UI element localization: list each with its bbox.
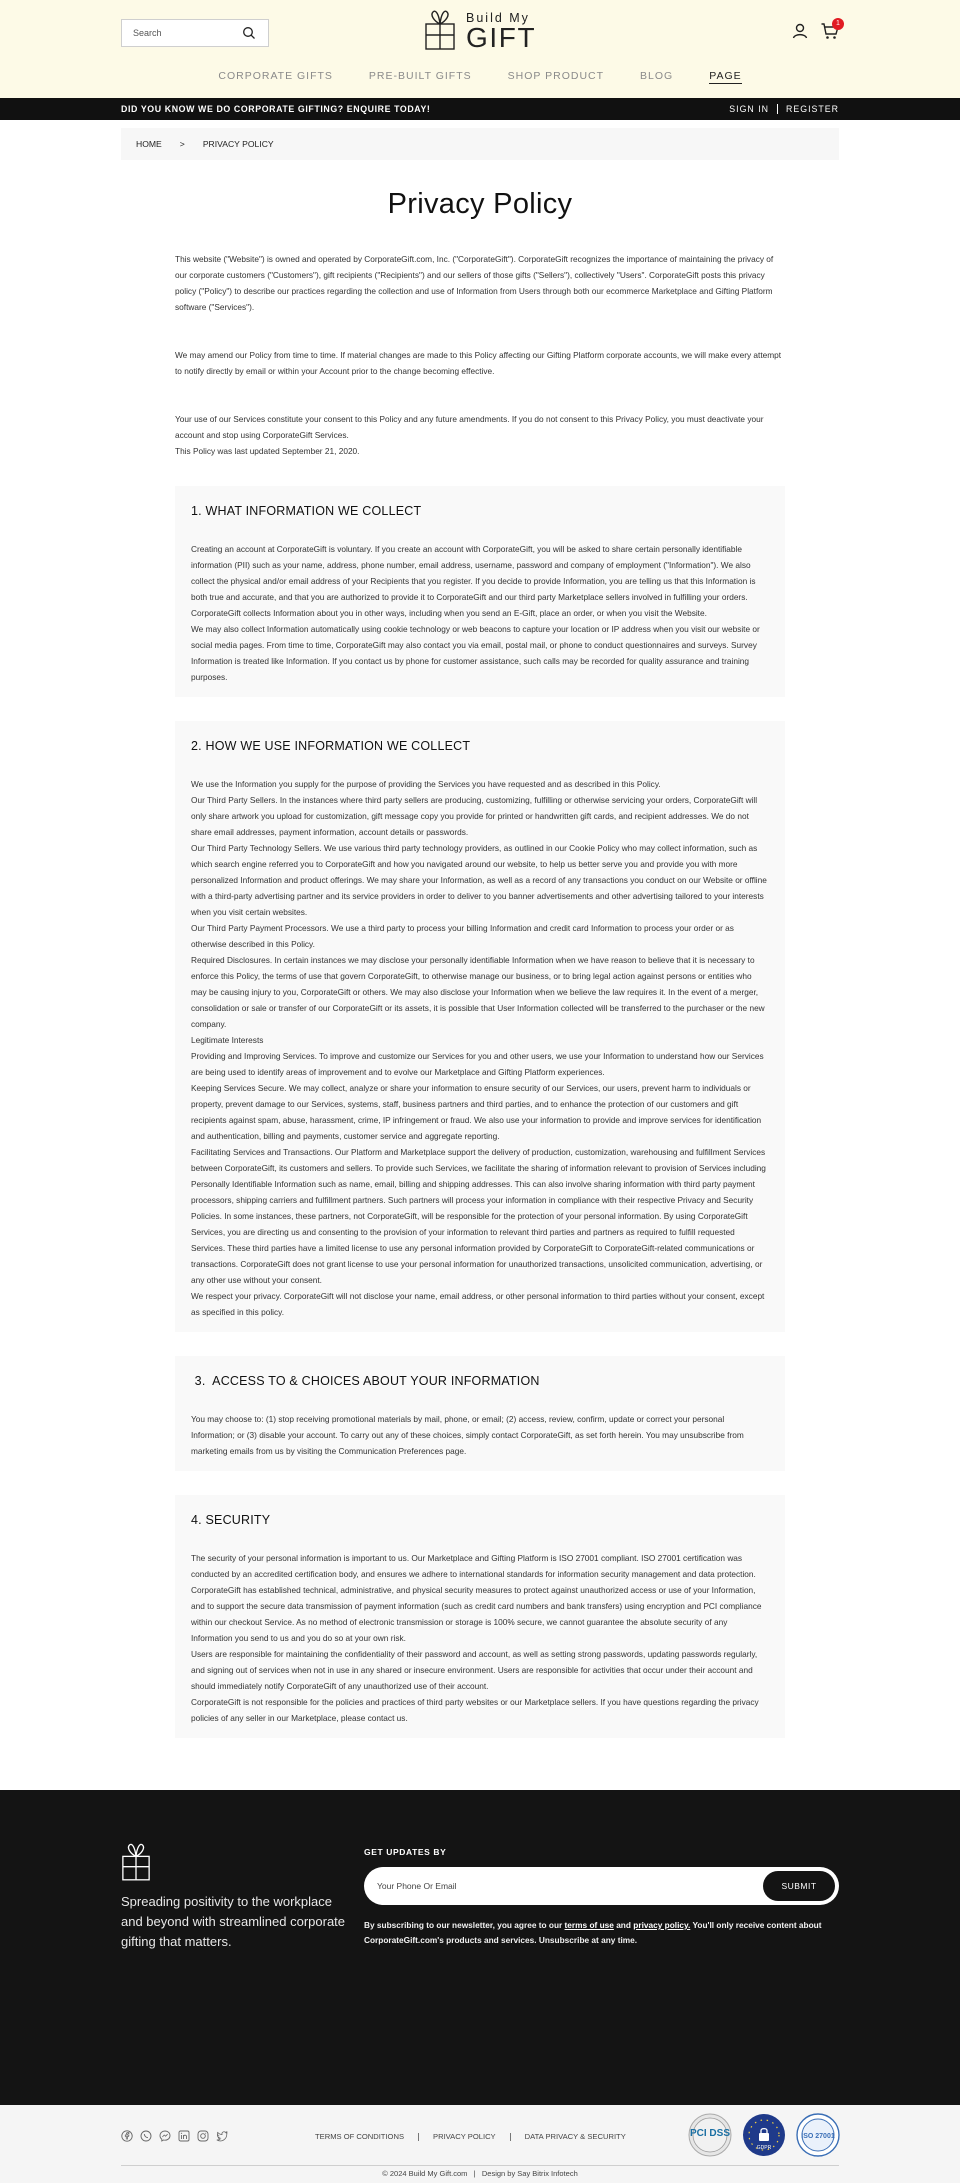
- terms-of-conditions-link[interactable]: TERMS OF CONDITIONS: [315, 2132, 405, 2141]
- search-box: [121, 19, 269, 47]
- site-header: [0, 0, 960, 98]
- breadcrumb-home[interactable]: HOME: [136, 139, 162, 149]
- sign-in-link[interactable]: SIGN IN: [729, 104, 770, 114]
- intro-paragraph: [175, 347, 785, 379]
- linkedin-icon[interactable]: [178, 2130, 190, 2142]
- cart-count-badge: 1: [832, 18, 844, 30]
- search-icon[interactable]: [242, 26, 256, 40]
- section-paragraph: Our Third Party Technology Sellers. We use various third party technology providers, as outlined in our Cookie Policy who may collect information, such as which search engine referred you to CorporateGift and how you navigated around our website, to help us better serve you and provide you with more personalized Information and product offerings. We may share your Information, as well as a record of any transactions you conduct on our Website or offline with a third-party advertising partner and its service providers in order to deliver to you banner advertisements and other advertising tailored to your interests when you visit certain websites.: [191, 843, 767, 917]
- nav-corporate-gifts[interactable]: CORPORATE GIFTS: [218, 70, 333, 82]
- search-input[interactable]: [122, 20, 232, 46]
- section-paragraph: Providing and Improving Services. To improve and customize our Services for you and other users, we use your Information to understand how our Services are being used to identify areas of improvement and to evolve our Marketplace and Gifting Platform experiences.: [191, 1051, 764, 1077]
- iso-27001-badge-icon: [796, 2113, 840, 2157]
- gdpr-badge-icon: [742, 2113, 786, 2157]
- section-heading: 1. WHAT INFORMATION WE COLLECT: [191, 504, 422, 518]
- section-what-we-collect: [175, 486, 785, 697]
- section-paragraph: Our Third Party Sellers. In the instances where third party sellers are producing, customizing, fulfilling or otherwise servicing your orders, CorporateGift will only share artwork you upload for customization, gift message copy you provide for printed or handwritten gift cards, and recipient addresses. We do not share email addresses, payment information, account details or passwords.: [191, 795, 758, 837]
- subscribe-button[interactable]: SUBMIT: [763, 1871, 835, 1901]
- section-paragraph: Our Third Party Payment Processors. We use a third party to process your billing Information and credit card Information to process your order or as otherwise described in this Policy.: [191, 923, 734, 949]
- disclaimer-text: By subscribing to our newsletter, you agree to our: [364, 1920, 565, 1930]
- gdpr-badge-label: GDPR: [756, 2145, 772, 2151]
- section-security: [175, 1495, 785, 1738]
- section-paragraph: Facilitating Services and Transactions. Our Platform and Marketplace support the delivery of production, customization, warehousing and fulfillment Services between CorporateGift, its customers and sellers. To provide such Services, we facilitate the sharing of information relevant to provision of Services including Personally Identifiable Information such as name, email, billing and shipping addresses. This can also involve sharing information with third party payment processors, shipping carriers and fulfillment partners. Such partners will process your information in compliance with their respective Privacy and Security Policies. In some instances, these partners, not CorporateGift, will be responsible for the protection of your personal information. By using CorporateGift Services, you are directing us and consenting to the provision of your information to relevant third parties and partners as required to fulfill requested Services. These third parties have a limited license to use any personal information provided by CorporateGift to CorporateGift-related communications or transactions. CorporateGift does not grant license to use your personal information for unauthorized transactions, unsolicited communication, advertising, or any other use without your consent.: [191, 1147, 766, 1285]
- section-paragraph: Creating an account at CorporateGift is voluntary. If you create an account with CorporateGift, you will be asked to share certain personally identifiable information (PII) such as your name, address, phone number, email address, username, password and company of employment ("Information"). We also collect the physical and/or email address of your Recipients that you register. If you decide to provide Information, you are telling us that this Information is both true and accurate, and that you are authorized to provide it to CorporateGift and our third party Marketplace sellers involved in fulfilling your orders.: [191, 544, 756, 602]
- subscribe-input[interactable]: [364, 1867, 744, 1905]
- intro-paragraph: [175, 251, 785, 315]
- disclaimer-text: You'll only receive content about CorporateGift.com's products and services. Unsubscribe at any time.: [364, 1920, 822, 1945]
- register-link[interactable]: REGISTER: [786, 104, 839, 114]
- account-separator: [777, 104, 778, 114]
- intro-text-ownership: This website ("Website") is owned and operated by CorporateGift.com, Inc. ("CorporateGift"). CorporateGift recognizes the importance of maintaining the privacy of our corporate customers ("Customers"), gift recipients ("Recipients") and our sellers of those gifts ("Sellers"), collectively "Users". CorporateGift posts this privacy policy ("Policy") to describe our practices regarding the collection and use of Information from Users through both our ecommerce Marketplace and Gifting Platform software ("Services").: [175, 254, 774, 312]
- logo-text-top: Build My: [466, 11, 530, 25]
- section-paragraph: CorporateGift has established technical, administrative, and physical security measures to protect against unauthorized access or use of your Information, and to support the secure data transmission of payment information (such as credit card numbers and bank transfers) using encryption and PCI compliance within our checkout Service. As no method of electronic transmission or storage is 100% secure, we cannot guarantee the absolute security of any Information you send to us and you do so at your own risk.: [191, 1585, 762, 1643]
- breadcrumb-current: PRIVACY POLICY: [202, 139, 274, 149]
- logo-text-main: GIFT: [466, 22, 537, 53]
- updates-title: GET UPDATES BY: [364, 1847, 447, 1857]
- section-heading: 2. HOW WE USE INFORMATION WE COLLECT: [191, 739, 471, 753]
- whatsapp-icon[interactable]: [140, 2130, 152, 2142]
- account-links: [729, 104, 839, 114]
- pci-dss-badge-icon: [688, 2113, 732, 2157]
- section-paragraph: We respect your privacy. CorporateGift will not disclose your name, email address, or other personal information to third parties without your consent, except as specified in this policy.: [191, 1291, 765, 1317]
- breadcrumb: [121, 128, 839, 160]
- intro-paragraph: [175, 411, 785, 459]
- nav-shop-product[interactable]: SHOP PRODUCT: [507, 70, 605, 82]
- iso-badge-label: ISO 27001: [801, 2133, 835, 2140]
- section-paragraph: Legitimate Interests: [191, 1035, 264, 1045]
- terms-link[interactable]: terms of use: [564, 1920, 614, 1930]
- section-paragraph: You may choose to: (1) stop receiving promotional materials by mail, phone, or email; (2) access, review, confirm, update or correct your personal Information; or (3) disable your account. To carry out any of these choices, simply contact CorporateGift, as set forth herein. You may unsubscribe from marketing emails from us by visiting the Communication Preferences page.: [191, 1414, 744, 1456]
- pci-dss-badge-label: PCI DSS: [689, 2128, 731, 2139]
- disclaimer-text: and: [613, 1920, 634, 1930]
- user-icon[interactable]: [790, 21, 810, 41]
- copyright-text: © 2024 Build My Gift.com | Design by Say Bitrix Infotech: [382, 2169, 578, 2178]
- section-access-choices: [175, 1356, 785, 1471]
- privacy-policy-link[interactable]: PRIVACY POLICY: [433, 2132, 496, 2141]
- footer-gift-logo-icon: [121, 1841, 151, 1883]
- subscribe-form: [364, 1867, 839, 1905]
- section-heading: 3. ACCESS TO & CHOICES ABOUT YOUR INFORMATION: [191, 1374, 540, 1388]
- footer-links: [315, 2132, 626, 2141]
- section-paragraph: Users are responsible for maintaining the confidentiality of their password and account, as well as setting strong passwords, updating passwords regularly, and signing out of services when not in use in any shared or insecure environment. Users are responsible for activities that occur under their account and should immediately notify CorporateGift of any unauthorized use of their account.: [191, 1649, 758, 1691]
- section-paragraph: CorporateGift collects Information about you in other ways, including when you send an E-Gift, place an order, or when you visit the Website.: [191, 608, 707, 618]
- footer-bottom: [0, 2105, 960, 2183]
- policy-content: [175, 251, 785, 1738]
- messenger-icon[interactable]: [159, 2130, 171, 2142]
- promo-bar: [0, 98, 960, 120]
- header-actions: [790, 21, 840, 41]
- data-privacy-security-link[interactable]: DATA PRIVACY & SECURITY: [524, 2132, 626, 2141]
- site-footer: [0, 1790, 960, 2105]
- intro-text-consent: Your use of our Services constitute your consent to this Policy and any future amendments. If you do not consent to this Privacy Policy, you must deactivate your account and stop using CorporateGift Services.: [175, 414, 764, 440]
- breadcrumb-separator: >: [179, 139, 185, 149]
- section-paragraph: Required Disclosures. In certain instances we may disclose your personally identifiable Information when we have reason to believe that it is necessary to enforce this Policy, the terms of use that govern CorporateGift, to otherwise manage our business, or to bring legal action against persons or entities who may be causing injury to you, CorporateGift or others. We may also disclose your Information when we believe the law requires it. In the event of a merger, consolidation or sale or transfer of our CorporateGift or its assets, it is possible that User Information collected will be transferred to the purchaser or the new company.: [191, 955, 765, 1029]
- site-logo[interactable]: [424, 9, 537, 53]
- footer-link-separator: [418, 2133, 419, 2141]
- policy-intro: [175, 251, 785, 459]
- gift-logo-icon: [424, 9, 456, 51]
- certification-badges: [688, 2113, 840, 2157]
- social-links: [121, 2130, 228, 2142]
- facebook-icon[interactable]: [121, 2130, 133, 2142]
- instagram-icon[interactable]: [197, 2130, 209, 2142]
- cart-button[interactable]: [820, 21, 840, 41]
- main-nav: [0, 70, 960, 84]
- section-paragraph: We use the Information you supply for the purpose of providing the Services you have requested and as described in this Policy.: [191, 779, 661, 789]
- newsletter-disclaimer: [364, 1918, 839, 1948]
- last-updated-text: This Policy was last updated September 21, 2020.: [175, 446, 360, 456]
- nav-pre-built-gifts[interactable]: PRE-BUILT GIFTS: [368, 70, 472, 82]
- nav-blog[interactable]: BLOG: [640, 70, 674, 82]
- promo-text[interactable]: DID YOU KNOW WE DO CORPORATE GIFTING? ENQUIRE TODAY!: [121, 104, 431, 114]
- footer-tagline: Spreading positivity to the workplace and beyond with streamlined corporate gifting that matters.: [121, 1894, 346, 1949]
- nav-page[interactable]: PAGE: [709, 70, 742, 82]
- section-paragraph: We may also collect Information automatically using cookie technology or web beacons to capture your location or IP address when you visit our website or social media pages. From time to time, CorporateGift may also contact you via email, postal mail, or phone to conduct questionnaires and surveys. Survey Information is treated like Information. If you contact us by phone for customer assistance, such calls may be recorded for quality assurance and training purposes.: [191, 624, 760, 682]
- page-title: Privacy Policy: [387, 188, 573, 220]
- privacy-link[interactable]: privacy policy.: [633, 1920, 691, 1930]
- footer-divider: [121, 2165, 839, 2166]
- footer-link-separator: [510, 2133, 511, 2141]
- section-paragraph: Keeping Services Secure. We may collect, analyze or share your information to ensure security of our Services, our users, prevent harm to individuals or property, prevent damage to our Services, systems, staff, business partners and third parties, and to enhance the protection of our customers and gift recipients against spam, abuse, harassment, crime, IP infringement or fraud. We also use your information to provide and improve services for identification and authentication, billing and payments, customer service and aggregate reporting.: [191, 1083, 762, 1141]
- intro-text-amend: We may amend our Policy from time to time. If material changes are made to this Policy affecting our Gifting Platform corporate accounts, we will make every attempt to notify directly by email or within your Account prior to the change becoming effective.: [175, 350, 782, 376]
- section-paragraph: CorporateGift is not responsible for the policies and practices of third party websites or our Marketplace sellers. If you have questions regarding the privacy policies of any seller in our Marketplace, please contact us.: [191, 1697, 759, 1723]
- twitter-icon[interactable]: [216, 2130, 228, 2142]
- section-paragraph: The security of your personal information is important to us. Our Marketplace and Gifting Platform is ISO 27001 compliant. ISO 27001 certification was conducted by an accredited certification body, and ensures we adhere to international standards for information security management and data protection.: [191, 1553, 756, 1579]
- section-how-we-use: [175, 721, 785, 1332]
- section-heading: 4. SECURITY: [191, 1513, 271, 1527]
